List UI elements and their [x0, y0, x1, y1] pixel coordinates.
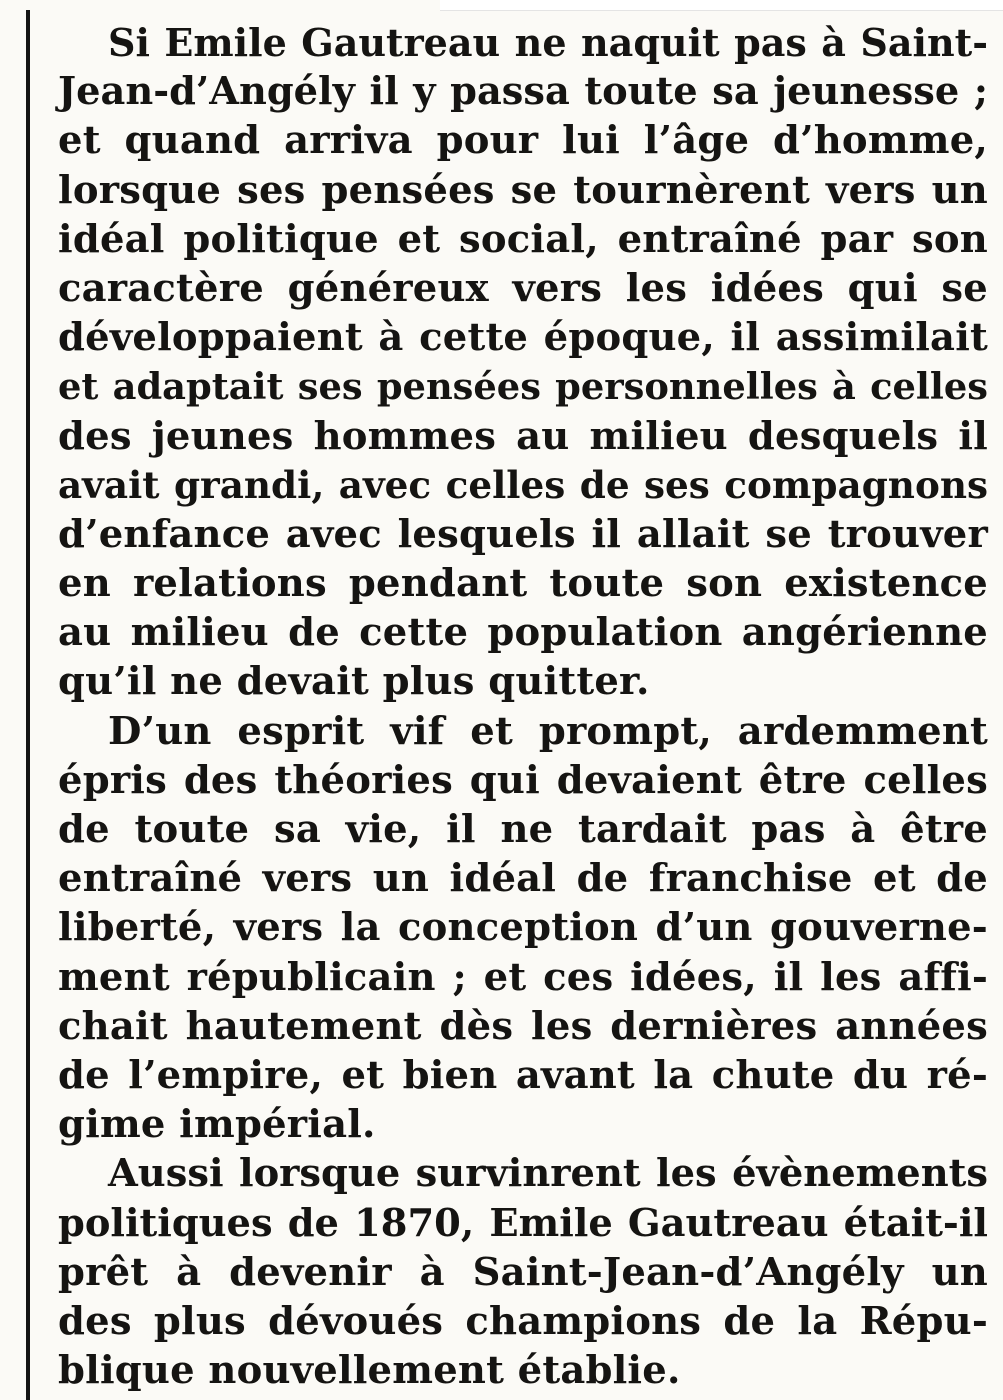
paragraph-2 — [58, 707, 988, 1150]
text-line: blique nouvellement établie. — [58, 1348, 681, 1394]
text-line: politiques de 1870, Emile Gautreau était-il — [58, 1200, 988, 1246]
text-line: et quand arriva pour lui l’âge d’homme, — [58, 118, 988, 164]
text-line: de l’empire, et bien avant la chute du ré- — [58, 1052, 988, 1098]
text-line: des plus dévoués champions de la Répu- — [58, 1298, 988, 1344]
paragraph-1 — [58, 18, 988, 707]
text-line: Aussi lorsque survinrent les évènements — [108, 1151, 988, 1197]
text-line: liberté, vers la conception d’un gouverne- — [58, 905, 988, 951]
text-line: D’un esprit vif et prompt, ardemment — [108, 708, 988, 754]
text-line: entraîné vers un idéal de franchise et de — [58, 856, 988, 902]
page-top-strip — [440, 0, 1003, 11]
text-line: avait grandi, avec celles de ses compagnons — [58, 462, 988, 507]
text-line: qu’il ne devait plus quitter. — [58, 659, 650, 705]
text-line: idéal politique et social, entraîné par son — [58, 216, 988, 262]
text-line: des jeunes hommes au milieu desquels il — [58, 413, 988, 459]
text-line: épris des théories qui devaient être celles — [58, 757, 988, 803]
text-line: prêt à devenir à Saint-Jean-d’Angély un — [58, 1249, 988, 1295]
text-line: Si Emile Gautreau ne naquit pas à Saint- — [108, 20, 988, 65]
paragraph-3 — [58, 1149, 988, 1395]
text-line: caractère généreux vers les idées qui se — [58, 265, 988, 311]
text-line: ment républicain ; et ces idées, il les affi- — [58, 954, 988, 1000]
text-line: gime impérial. — [58, 1102, 376, 1148]
text-line: et adaptait ses pensées personnelles à celles — [58, 364, 988, 409]
article-column — [58, 18, 988, 1395]
text-line: lorsque ses pensées se tournèrent vers un — [58, 167, 988, 213]
text-line: développaient à cette époque, il assimilait — [58, 315, 988, 361]
column-rule — [26, 10, 30, 1400]
text-line: au milieu de cette population angérienne — [58, 610, 988, 656]
text-line: Jean-d’Angély il y passa toute sa jeunesse ; — [58, 69, 988, 115]
text-line: chait hautement dès les dernières années — [58, 1003, 988, 1049]
text-line: de toute sa vie, il ne tardait pas à être — [58, 807, 988, 852]
text-line: d’enfance avec lesquels il allait se trouver — [58, 511, 988, 557]
text-line: en relations pendant toute son existence — [58, 561, 988, 607]
